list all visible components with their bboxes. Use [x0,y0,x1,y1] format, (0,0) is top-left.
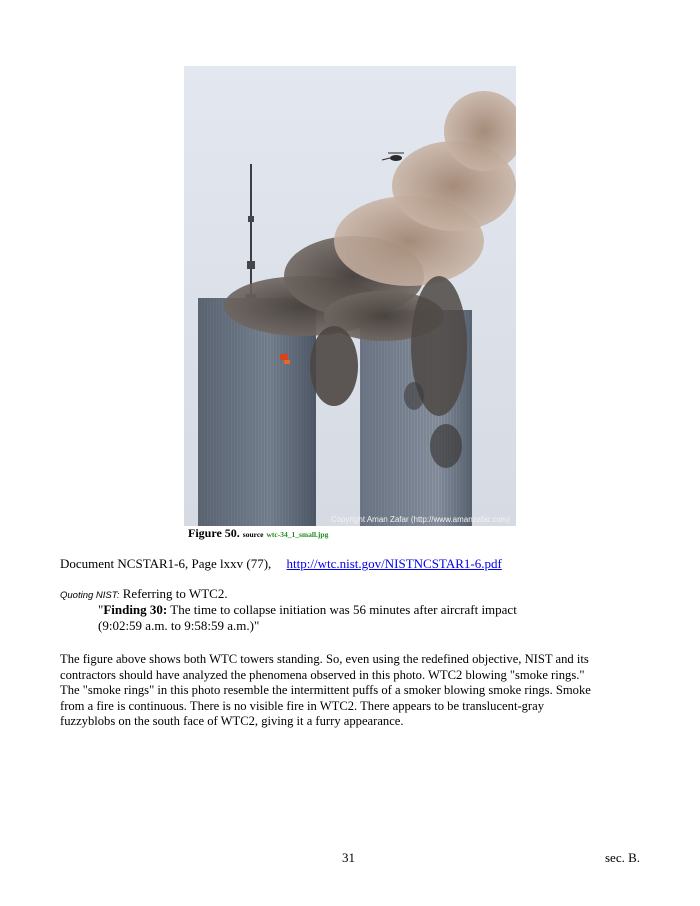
finding-open-quote: " [98,602,104,617]
body-line: from a fire is continuous. There is no visible fire in WTC2. There appears to be translucent-gray [60,698,545,713]
quote-intro-text: Referring to WTC2. [119,586,228,601]
page-number: 31 [342,850,355,865]
document-reference [60,556,502,572]
photo-copyright: Copyright Aman Zafar (http://www.amanzafar.com) [330,515,510,524]
finding-quote [98,602,517,634]
nist-report-link[interactable]: http://wtc.nist.gov/NISTNCSTAR1-6.pdf [286,556,502,571]
quote-intro [60,586,228,602]
finding-title: Finding 30: [103,602,168,617]
figure-source-label: source [242,530,264,539]
body-line: The "smoke rings" in this photo resemble the intermittent puffs of a smoker blowing smoke rings. Smoke [60,683,591,698]
figure-label: Figure 50. [188,526,240,540]
quoting-nist-label: Quoting NIST: [60,590,120,601]
figure-source-file: wtc-34_1_small.jpg [266,530,329,539]
body-paragraph [60,652,650,730]
finding-line-1 [98,602,517,618]
body-line: The figure above shows both WTC towers standing. So, even using the redefined objective, NIST and its [60,652,589,666]
body-line: fuzzyblobs on the south face of WTC2, giving it a furry appearance. [60,714,404,729]
document-reference-text: Document NCSTAR1-6, Page lxxv (77), [60,556,272,571]
finding-line-2: (9:02:59 a.m. to 9:58:59 a.m.)" [98,618,260,633]
figure-caption [188,526,328,542]
body-line: contractors should have analyzed the phenomena observed in this photo. WTC2 blowing "smoke rings." [60,667,585,682]
finding-text: The time to collapse initiation was 56 minutes after aircraft impact [167,602,517,617]
towers-photo-illustration [184,66,516,526]
section-label: sec. B. [605,850,641,865]
figure-photo [184,66,516,526]
